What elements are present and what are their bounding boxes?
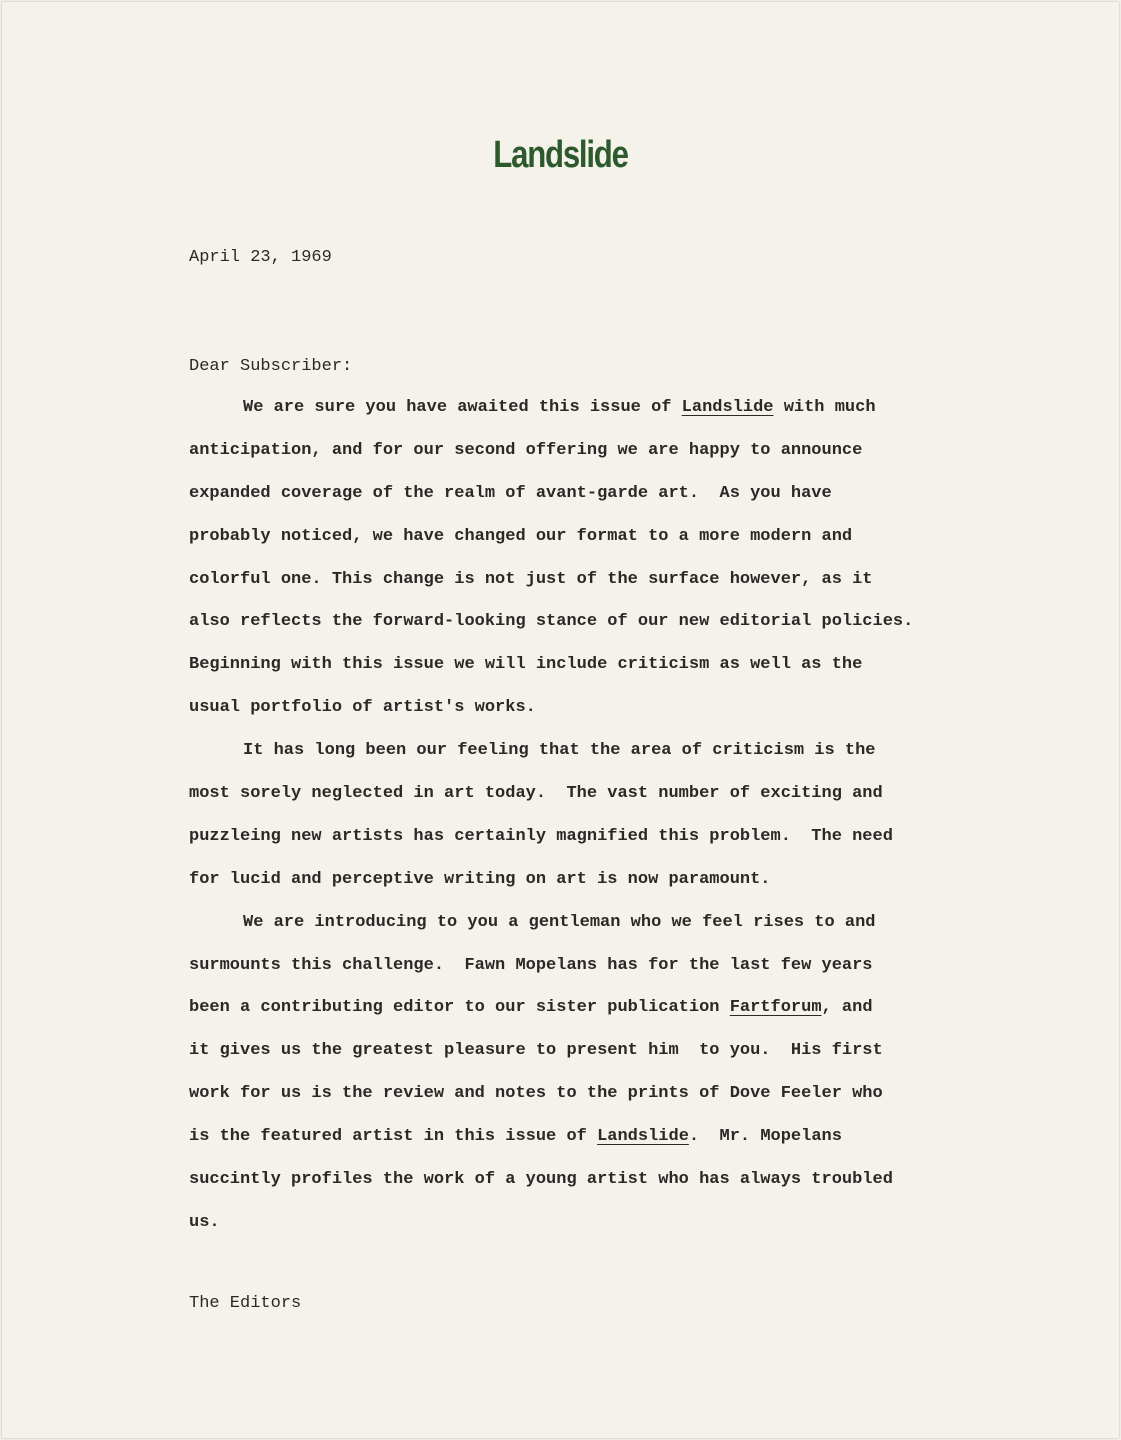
text-line: succintly profiles the work of a young artist who has always troubled bbox=[189, 1170, 893, 1190]
text-run: with much bbox=[773, 398, 876, 417]
text-line: colorful one. This change is not just of the surface however, as it bbox=[189, 569, 873, 589]
text-line: We are introducing to you a gentleman who we feel rises to and bbox=[243, 912, 876, 932]
text-line: surmounts this challenge. Fawn Mopelans has for the last few years bbox=[189, 955, 873, 975]
publication-title: Landslide bbox=[597, 1127, 689, 1147]
publication-title: Landslide bbox=[681, 398, 774, 417]
masthead-logo: Landslide bbox=[493, 134, 628, 176]
paragraph bbox=[189, 730, 949, 902]
text-line: expanded coverage of the realm of avant-garde art. As you have bbox=[189, 483, 832, 503]
letter-date: April 23, 1969 bbox=[189, 248, 332, 267]
text-line bbox=[189, 1116, 949, 1159]
text-line: usual portfolio of artist's works. bbox=[189, 698, 536, 718]
signature-line: The Editors bbox=[189, 1294, 302, 1313]
paragraph bbox=[189, 902, 949, 1245]
text-line: probably noticed, we have changed our format to a more modern and bbox=[189, 526, 853, 546]
text-line: it gives us the greatest pleasure to present him to you. His first bbox=[189, 1041, 883, 1061]
text-line: anticipation, and for our second offering we are happy to announce bbox=[189, 440, 863, 460]
text-line: also reflects the forward-looking stance of our new editorial policies. bbox=[189, 612, 914, 632]
text-line: Beginning with this issue we will include criticism as well as the bbox=[189, 655, 863, 675]
letter-body bbox=[189, 387, 949, 1245]
text-run: , and bbox=[821, 998, 873, 1018]
text-line: work for us is the review and notes to the prints of Dove Feeler who bbox=[189, 1084, 883, 1104]
text-line bbox=[189, 987, 949, 1030]
text-run: been a contributing editor to our sister publication bbox=[189, 998, 730, 1018]
salutation: Dear Subscriber: bbox=[189, 357, 353, 376]
text-line: us. bbox=[189, 1212, 220, 1232]
text-line: puzzleing new artists has certainly magnified this problem. The need bbox=[189, 826, 893, 846]
paragraph bbox=[189, 387, 949, 730]
text-run: is the featured artist in this issue of bbox=[189, 1127, 598, 1147]
text-run: . Mr. Mopelans bbox=[688, 1127, 842, 1147]
text-line: most sorely neglected in art today. The vast number of exciting and bbox=[189, 784, 883, 804]
text-run: We are sure you have awaited this issue of bbox=[243, 398, 682, 417]
letter-page bbox=[2, 2, 1119, 1438]
text-line: for lucid and perceptive writing on art is now paramount. bbox=[189, 869, 771, 889]
text-line bbox=[189, 387, 949, 430]
publication-title: Fartforum bbox=[729, 998, 822, 1018]
text-line: It has long been our feeling that the area of criticism is the bbox=[243, 741, 876, 761]
